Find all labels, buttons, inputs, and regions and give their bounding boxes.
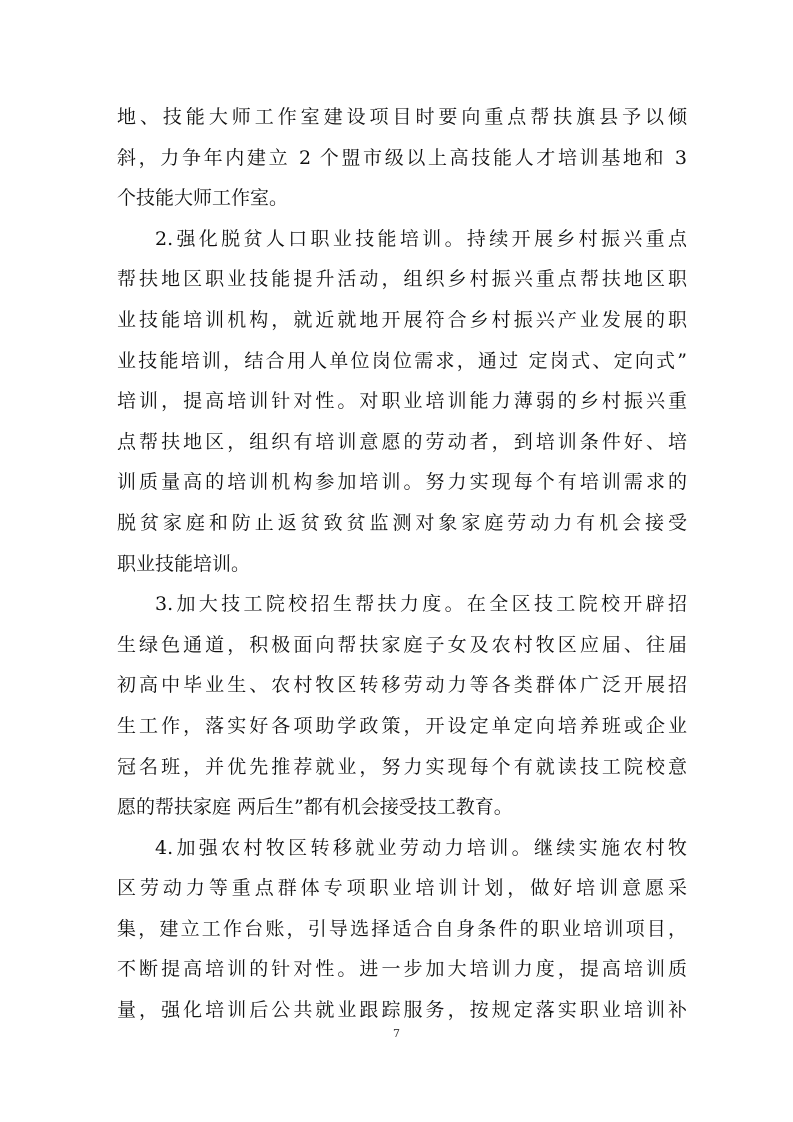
text-line: 训质量高的培训机构参加培训。努力实现每个有培训需求的 bbox=[117, 471, 687, 494]
text-line: 不断提高培训的针对性。进一步加大培训力度，提高培训质 bbox=[117, 958, 687, 981]
text-line: 集，建立工作台账，引导选择适合自身条件的职业培训项目， bbox=[117, 917, 687, 940]
paragraph-heading-line: 4.加强农村牧区转移就业劳动力培训。继续实施农村牧 bbox=[155, 836, 687, 859]
text-line: 区劳动力等重点群体专项职业培训计划，做好培训意愿采 bbox=[117, 877, 687, 900]
text-line: 量，强化培训后公共就业跟踪服务，按规定落实职业培训补 bbox=[117, 999, 687, 1022]
page-number: 7 bbox=[393, 1027, 400, 1040]
text-line: 斜，力争年内建立 2 个盟市级以上高技能人才培训基地和 3 bbox=[117, 146, 687, 169]
text-line: 业技能培训，结合用人单位岗位需求，通过 定岗式、定向式” bbox=[117, 349, 687, 372]
text-line: 点帮扶地区，组织有培训意愿的劳动者，到培训条件好、培 bbox=[117, 430, 687, 453]
text-line: 帮扶地区职业技能提升活动，组织乡村振兴重点帮扶地区职 bbox=[117, 268, 687, 291]
paragraph-heading-line: 3.加大技工院校招生帮扶力度。在全区技工院校开辟招 bbox=[155, 593, 687, 616]
body-text bbox=[117, 97, 687, 1031]
text-line: 愿的帮扶家庭 两后生”都有机会接受技工教育。 bbox=[117, 796, 513, 819]
text-line: 生绿色通道，积极面向帮扶家庭子女及农村牧区应届、往届 bbox=[117, 633, 687, 656]
text-line: 冠名班，并优先推荐就业，努力实现每个有就读技工院校意 bbox=[117, 755, 687, 778]
text-line: 职业技能培训。 bbox=[117, 552, 251, 575]
text-line: 初高中毕业生、农村牧区转移劳动力等各类群体广泛开展招 bbox=[117, 674, 687, 697]
text-line: 个技能大师工作室。 bbox=[117, 187, 289, 210]
paragraph-heading-line: 2.强化脱贫人口职业技能培训。持续开展乡村振兴重点 bbox=[155, 227, 687, 250]
text-line: 地、技能大师工作室建设项目时要向重点帮扶旗县予以倾 bbox=[117, 106, 687, 128]
text-line: 生工作，落实好各项助学政策，开设定单定向培养班或企业 bbox=[117, 714, 687, 737]
text-line: 培训，提高培训针对性。对职业培训能力薄弱的乡村振兴重 bbox=[117, 390, 687, 413]
text-line: 业技能培训机构，就近就地开展符合乡村振兴产业发展的职 bbox=[117, 308, 687, 331]
text-line: 脱贫家庭和防止返贫致贫监测对象家庭劳动力有机会接受 bbox=[117, 511, 687, 534]
